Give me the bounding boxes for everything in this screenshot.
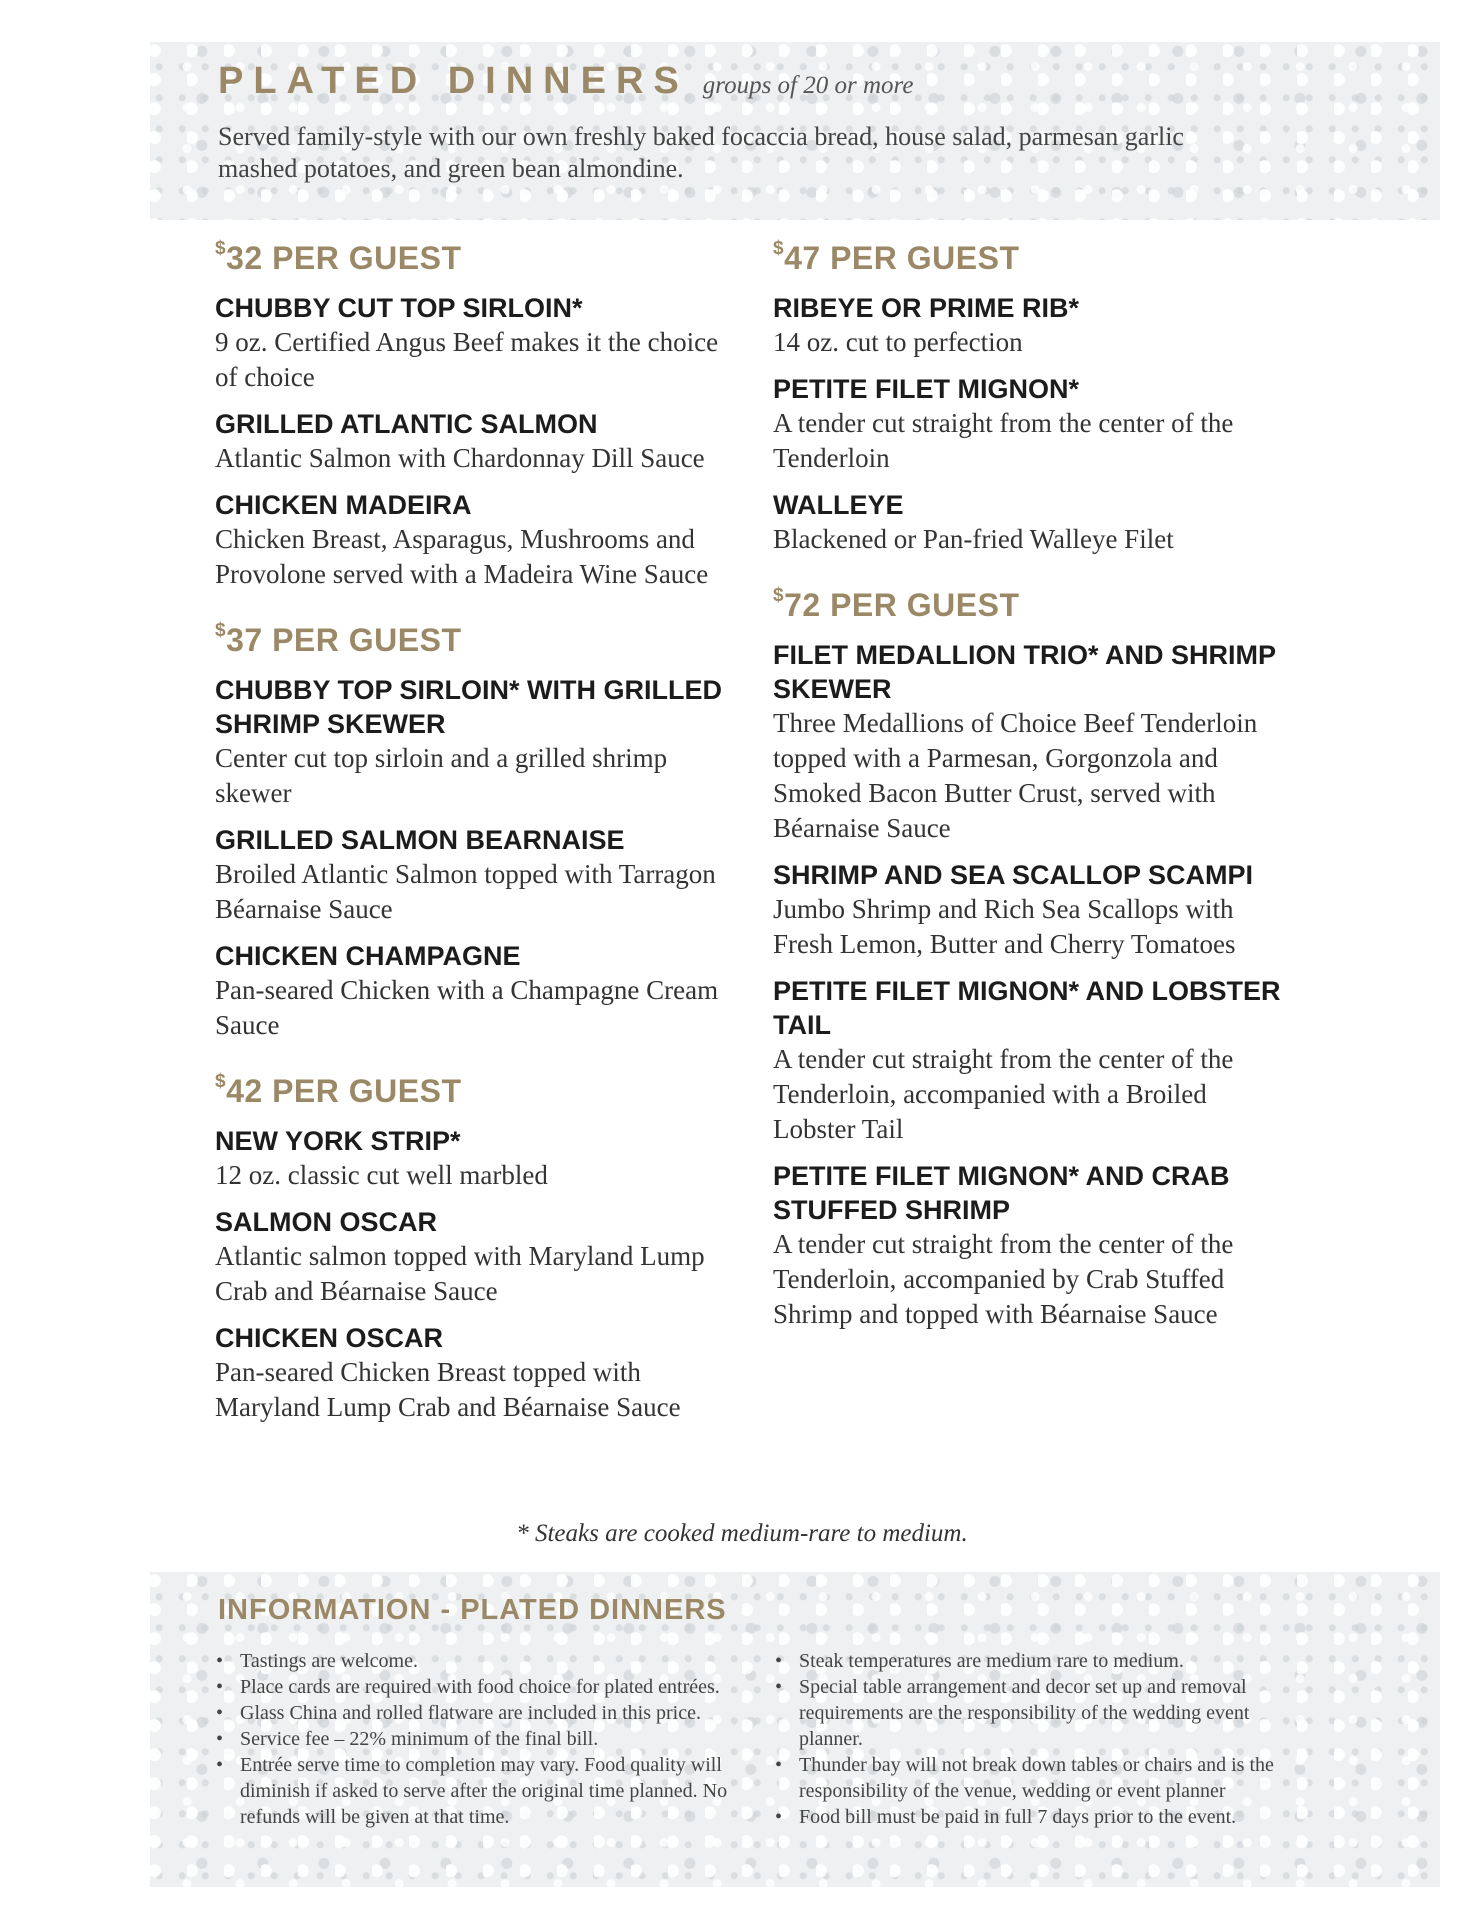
item-name: RIBEYE OR PRIME RIB* bbox=[773, 293, 1080, 323]
title-row bbox=[218, 60, 1278, 103]
item-description: Chicken Breast, Asparagus, Mushrooms and Provolone served with a Madeira Wine Sauce bbox=[215, 524, 709, 589]
item-description: Pan-seared Chicken Breast topped with Maryland Lump Crab and Béarnaise Sauce bbox=[215, 1357, 681, 1422]
item-name: CHICKEN OSCAR bbox=[215, 1323, 444, 1353]
info-item: • Tastings are welcome. bbox=[240, 1648, 740, 1674]
item-description: 9 oz. Certified Angus Beef makes it the choice of choice bbox=[215, 327, 719, 392]
price-tier bbox=[773, 587, 1293, 1332]
info-title: INFORMATION - PLATED DINNERS bbox=[218, 1594, 727, 1626]
menu-header bbox=[218, 60, 1278, 185]
item-description: 14 oz. cut to perfection bbox=[773, 327, 1023, 357]
item-name: FILET MEDALLION TRIO* AND SHRIMP SKEWER bbox=[773, 640, 1276, 704]
tier-price bbox=[215, 1073, 735, 1110]
price-tier bbox=[773, 240, 1293, 557]
info-item: • Thunder bay will not break down tables or chairs and is the responsibility of the venue, wedding or event planner bbox=[799, 1752, 1279, 1804]
menu-item bbox=[215, 1124, 735, 1193]
info-item: • Special table arrangement and decor set up and removal requirements are the responsibility of the wedding event planner. bbox=[799, 1674, 1279, 1752]
item-name: PETITE FILET MIGNON* bbox=[773, 374, 1080, 404]
menu-item bbox=[773, 974, 1293, 1147]
item-description: Center cut top sirloin and a grilled shrimp skewer bbox=[215, 743, 668, 808]
menu-item bbox=[215, 939, 735, 1043]
menu-item bbox=[773, 1159, 1293, 1332]
price-label: 37 PER GUEST bbox=[226, 622, 462, 658]
info-item: • Food bill must be paid in full 7 days prior to the event. bbox=[799, 1804, 1279, 1830]
item-name: SALMON OSCAR bbox=[215, 1207, 437, 1237]
item-name: SHRIMP AND SEA SCALLOP SCAMPI bbox=[773, 860, 1254, 890]
menu-item bbox=[215, 823, 735, 927]
page-title: PLATED DINNERS bbox=[218, 60, 689, 102]
price-label: 42 PER GUEST bbox=[226, 1073, 462, 1109]
item-name: CHICKEN MADEIRA bbox=[215, 490, 472, 520]
tier-price bbox=[773, 587, 1293, 624]
menu-item bbox=[215, 291, 735, 395]
item-description: 12 oz. classic cut well marbled bbox=[215, 1160, 548, 1190]
tier-price bbox=[215, 240, 735, 277]
info-list-left bbox=[216, 1648, 740, 1830]
item-name: CHUBBY CUT TOP SIRLOIN* bbox=[215, 293, 583, 323]
info-item: • Glass China and rolled flatware are included in this price. bbox=[240, 1700, 740, 1726]
menu-item bbox=[215, 673, 735, 811]
item-name: CHUBBY TOP SIRLOIN* WITH GRILLED SHRIMP SKEWER bbox=[215, 675, 723, 739]
item-name: CHICKEN CHAMPAGNE bbox=[215, 941, 521, 971]
info-item: • Place cards are required with food choice for plated entrées. bbox=[240, 1674, 740, 1700]
menu-column-right bbox=[773, 240, 1293, 1362]
item-description: Three Medallions of Choice Beef Tenderloin topped with a Parmesan, Gorgonzola and Smoked Bacon Butter Crust, served with Béarnaise Sauce bbox=[773, 708, 1258, 843]
tier-price bbox=[215, 622, 735, 659]
price-tier bbox=[215, 240, 735, 592]
info-item: • Steak temperatures are medium rare to medium. bbox=[799, 1648, 1279, 1674]
currency-symbol: $ bbox=[215, 238, 227, 259]
menu-item bbox=[215, 1321, 735, 1425]
price-tier bbox=[215, 1073, 735, 1425]
item-description: Broiled Atlantic Salmon topped with Tarragon Béarnaise Sauce bbox=[215, 859, 716, 924]
price-label: 72 PER GUEST bbox=[784, 587, 1020, 623]
item-name: WALLEYE bbox=[773, 490, 904, 520]
item-description: Pan-seared Chicken with a Champagne Cream Sauce bbox=[215, 975, 719, 1040]
info-item: • Service fee – 22% minimum of the final bill. bbox=[240, 1726, 740, 1752]
menu-item bbox=[215, 1205, 735, 1309]
item-name: GRILLED ATLANTIC SALMON bbox=[215, 409, 598, 439]
menu-item bbox=[215, 488, 735, 592]
item-description: Atlantic Salmon with Chardonnay Dill Sauce bbox=[215, 443, 705, 473]
price-label: 47 PER GUEST bbox=[784, 240, 1020, 276]
menu-item bbox=[773, 488, 1293, 557]
item-description: Jumbo Shrimp and Rich Sea Scallops with Fresh Lemon, Butter and Cherry Tomatoes bbox=[773, 894, 1236, 959]
menu-item bbox=[773, 372, 1293, 476]
menu-column-left bbox=[215, 240, 735, 1455]
info-item: • Entrée serve time to completion may vary. Food quality will diminish if asked to serve after the original time planned. No refunds will be given at that time. bbox=[240, 1752, 740, 1830]
item-name: PETITE FILET MIGNON* AND CRAB STUFFED SHRIMP bbox=[773, 1161, 1230, 1225]
item-name: GRILLED SALMON BEARNAISE bbox=[215, 825, 625, 855]
item-description: A tender cut straight from the center of the Tenderloin, accompanied with a Broiled Lobster Tail bbox=[773, 1044, 1234, 1144]
page-subtitle: groups of 20 or more bbox=[702, 72, 914, 99]
currency-symbol: $ bbox=[215, 1071, 227, 1092]
item-description: A tender cut straight from the center of the Tenderloin bbox=[773, 408, 1234, 473]
menu-item bbox=[773, 638, 1293, 846]
price-label: 32 PER GUEST bbox=[226, 240, 462, 276]
item-name: PETITE FILET MIGNON* AND LOBSTER TAIL bbox=[773, 976, 1281, 1040]
currency-symbol: $ bbox=[215, 620, 227, 641]
price-tier bbox=[215, 622, 735, 1043]
tier-price bbox=[773, 240, 1293, 277]
currency-symbol: $ bbox=[773, 585, 785, 606]
menu-item bbox=[215, 407, 735, 476]
info-list-right bbox=[775, 1648, 1279, 1830]
menu-item bbox=[773, 858, 1293, 962]
item-description: Blackened or Pan-fried Walleye Filet bbox=[773, 524, 1174, 554]
steak-footnote: * Steaks are cooked medium-rare to medium. bbox=[516, 1520, 968, 1547]
currency-symbol: $ bbox=[773, 238, 785, 259]
menu-item bbox=[773, 291, 1293, 360]
intro-text: Served family-style with our own freshly baked focaccia bread, house salad, parmesan garlic mashed potatoes, and green bean almondine. bbox=[218, 122, 1184, 183]
item-description: A tender cut straight from the center of the Tenderloin, accompanied by Crab Stuffed Shrimp and topped with Béarnaise Sauce bbox=[773, 1229, 1234, 1329]
item-name: NEW YORK STRIP* bbox=[215, 1126, 461, 1156]
item-description: Atlantic salmon topped with Maryland Lump Crab and Béarnaise Sauce bbox=[215, 1241, 705, 1306]
